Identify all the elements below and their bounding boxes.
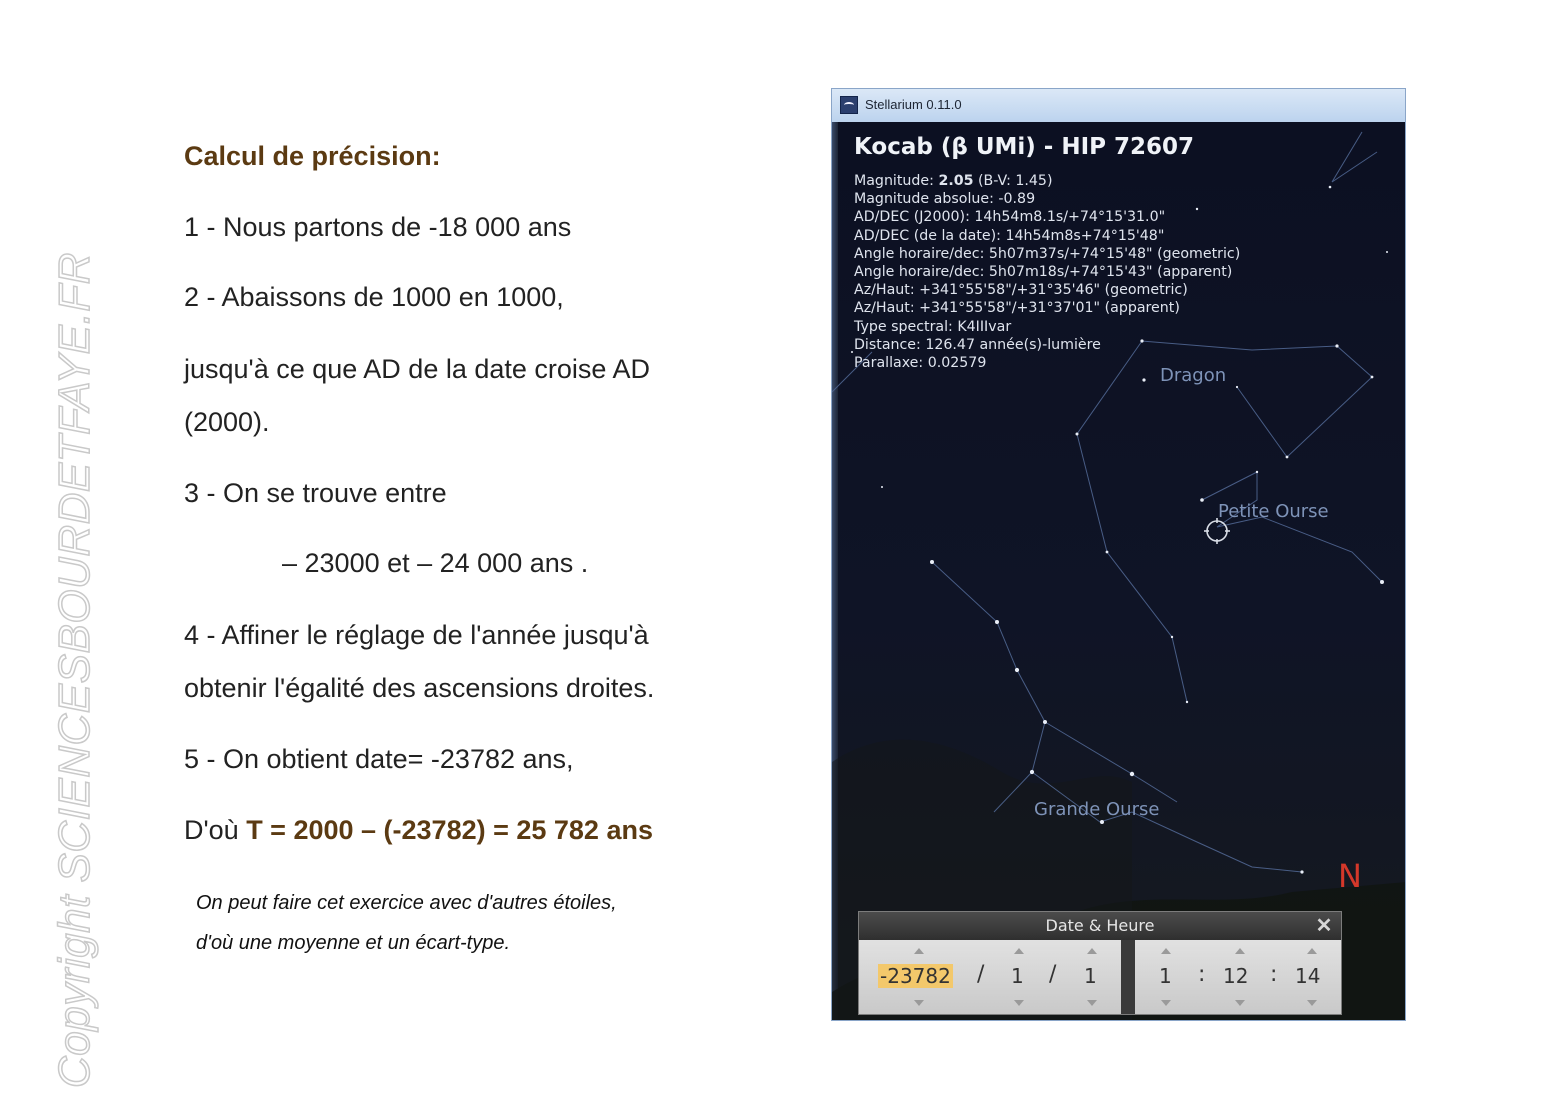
dialog-divider [1121, 940, 1135, 1014]
date-panel [859, 940, 1121, 1014]
magnitude-label: Magnitude: [854, 173, 939, 189]
hour-angle-app-row: Angle horaire/dec: 5h07m18s/+74°15'43" (apparent) [854, 264, 1233, 281]
hour-up-icon[interactable] [1161, 948, 1171, 954]
azalt-geo-row: Az/Haut: +341°55'58"/+31°35'46" (geometric) [854, 282, 1188, 299]
step-1: 1 - Nous partons de -18 000 ans [184, 212, 572, 242]
date-separator-2: / [1049, 962, 1057, 987]
result-line [184, 815, 653, 846]
dialog-title: Date & Heure [1045, 916, 1155, 935]
window-titlebar[interactable] [832, 89, 1405, 123]
label-grande-ourse: Grande Ourse [1034, 799, 1160, 820]
month-spinbox[interactable]: 1 [1011, 964, 1024, 988]
second-up-icon[interactable] [1307, 948, 1317, 954]
hour-spinbox[interactable]: 1 [1159, 964, 1172, 988]
step-3: 3 - On se trouve entre [184, 478, 447, 508]
minute-up-icon[interactable] [1235, 948, 1245, 954]
step-2: 2 - Abaissons de 1000 en 1000, [184, 282, 564, 312]
spectral-row: Type spectral: K4IIIvar [854, 318, 1012, 335]
result-prefix: D'où [184, 815, 247, 845]
time-separator-2: : [1270, 962, 1278, 987]
petite-ourse-tail [1217, 517, 1382, 582]
month-down-icon[interactable] [1014, 1000, 1024, 1006]
hour-angle-geo-row: Angle horaire/dec: 5h07m37s/+74°15'48" (geometric) [854, 245, 1241, 262]
second-spinbox[interactable]: 14 [1295, 964, 1321, 988]
stellarium-window [831, 88, 1406, 1021]
dragon-line-a [1077, 341, 1187, 702]
stellarium-app-icon [840, 96, 858, 114]
time-separator: : [1198, 962, 1206, 987]
hour-down-icon[interactable] [1161, 1000, 1171, 1006]
magnitude-row [854, 172, 1240, 190]
day-up-icon[interactable] [1087, 948, 1097, 954]
second-down-icon[interactable] [1307, 1000, 1317, 1006]
dragon-line-c [1332, 132, 1377, 182]
parallax-row: Parallaxe: 0.02579 [854, 355, 987, 372]
selected-star-name: Kocab (β UMi) - HIP 72607 [854, 134, 1195, 160]
north-cardinal-marker: N [1338, 857, 1362, 895]
dialog-titlebar[interactable] [859, 912, 1341, 940]
window-title: Stellarium 0.11.0 [865, 97, 962, 112]
step-4-continued: obtenir l'égalité des ascensions droites. [184, 673, 655, 703]
minute-spinbox[interactable]: 12 [1223, 964, 1249, 988]
copyright-watermark [0, 0, 99, 1100]
year-down-icon[interactable] [914, 1000, 924, 1006]
result-formula: T = 2000 – (-23782) = 25 782 ans [246, 815, 653, 845]
magnitude-value: 2.05 [938, 173, 974, 189]
label-dragon: Dragon [1160, 365, 1227, 386]
note-line-1: On peut faire cet exercice avec d'autres étoiles, [196, 892, 617, 914]
step-3-range: – 23000 et – 24 000 ans . [282, 548, 589, 578]
minute-down-icon[interactable] [1235, 1000, 1245, 1006]
step-2-continued: jusqu'à ce que AD de la date croise AD [184, 354, 650, 384]
time-panel [1135, 940, 1341, 1014]
date-time-dialog [858, 911, 1342, 1015]
azalt-app-row: Az/Haut: +341°55'58"/+31°37'01" (apparent) [854, 300, 1180, 317]
step-5: 5 - On obtient date= -23782 ans, [184, 744, 574, 774]
close-icon[interactable]: ✕ [1315, 915, 1333, 937]
year-up-icon[interactable] [914, 948, 924, 954]
magnitude-bv: (B-V: 1.45) [973, 173, 1053, 189]
label-petite-ourse: Petite Ourse [1218, 501, 1329, 522]
month-up-icon[interactable] [1014, 948, 1024, 954]
slide-title: Calcul de précision: [184, 141, 441, 171]
note-line-2: d'où une moyenne et un écart-type. [196, 932, 511, 954]
day-down-icon[interactable] [1087, 1000, 1097, 1006]
distance-row: Distance: 126.47 année(s)-lumière [854, 336, 1101, 353]
step-4: 4 - Affiner le réglage de l'année jusqu'à [184, 620, 649, 650]
date-separator: / [977, 962, 985, 987]
step-2-continued-2: (2000). [184, 407, 270, 437]
radec-j2000-row: AD/DEC (J2000): 14h54m8.1s/+74°15'31.0" [854, 209, 1166, 226]
year-spinbox[interactable]: -23782 [880, 964, 951, 988]
abs-magnitude-row: Magnitude absolue: -0.89 [854, 191, 1036, 208]
radec-date-row: AD/DEC (de la date): 14h54m8s+74°15'48" [854, 227, 1165, 244]
star-info-panel [854, 134, 1240, 372]
day-spinbox[interactable]: 1 [1084, 964, 1097, 988]
watermark-text: Copyright SCIENCESBOURDETFAYE.FR [50, 252, 99, 1088]
